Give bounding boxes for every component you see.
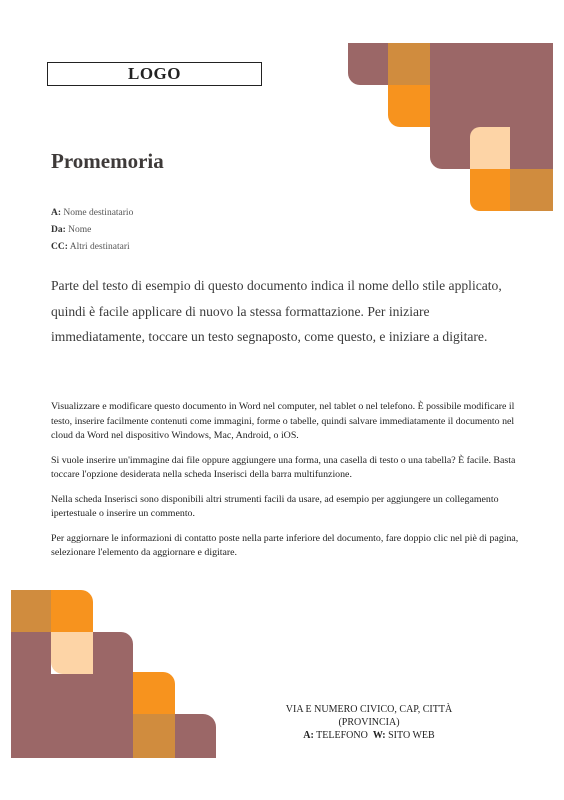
decorative-blocks-bottom-left: [11, 590, 216, 758]
logo-placeholder: LOGO: [47, 62, 262, 86]
lead-paragraph: Parte del testo di esempio di questo documento indica il nome dello stile applicato, quindi è facile applicare di nuovo la stessa formattazione. Per iniziare immediatamente, toccare un testo segnaposto, come questo, e iniziare a digitare.: [51, 278, 502, 344]
to-label: A:: [51, 208, 62, 218]
cc-value: Altri destinatari: [67, 242, 130, 252]
to-value: Nome destinatario: [61, 208, 134, 218]
from-label: Da:: [51, 225, 66, 235]
web-label: W:: [372, 730, 386, 741]
cc-label: CC:: [51, 242, 68, 252]
cc-line: [51, 239, 133, 256]
phone-value: TELEFONO: [313, 730, 368, 741]
body-paragraph: Visualizzare e modificare questo documento in Word nel computer, nel tablet o nel telefono. È possibile modificare il testo, inserire facilmente contenuti come immagini, forme o tabelle, quindi salvare immediatamente il documento nel cloud da Word nel dispositivo Windows, Mac, Android, o iOS.: [51, 401, 515, 441]
to-line: [51, 205, 133, 222]
body-paragraph: Per aggiornare le informazioni di contatto poste nella parte inferiore del documento, fare doppio clic nel piè di pagina, selezionare l'elemento da aggiornare e digitare.: [51, 532, 519, 558]
from-value: Nome: [65, 225, 92, 235]
web-value: SITO WEB: [385, 730, 435, 741]
from-line: [51, 222, 133, 239]
body-paragraph: Si vuole inserire un'immagine dai file oppure aggiungere una forma, una casella di testo o una tabella? È facile. Basta toccare l'opzione desiderata nella scheda Inserisci della barra multifunzione.: [51, 454, 516, 480]
footer-contact: [270, 703, 468, 742]
body-paragraph: Nella scheda Inserisci sono disponibili altri strumenti facili da usare, ad esempio per aggiungere un collegamento ipertestuale o inserire un commento.: [51, 493, 499, 519]
footer-contacts: [270, 729, 468, 742]
footer-address: VIA E NUMERO CIVICO, CAP, CITTÀ (PROVINCIA): [285, 704, 453, 728]
body-text: [51, 400, 521, 571]
phone-label: A:: [303, 730, 314, 741]
memo-recipients: [51, 205, 133, 256]
decorative-blocks-top-right: [348, 43, 553, 211]
memo-title: Promemoria: [51, 149, 164, 173]
